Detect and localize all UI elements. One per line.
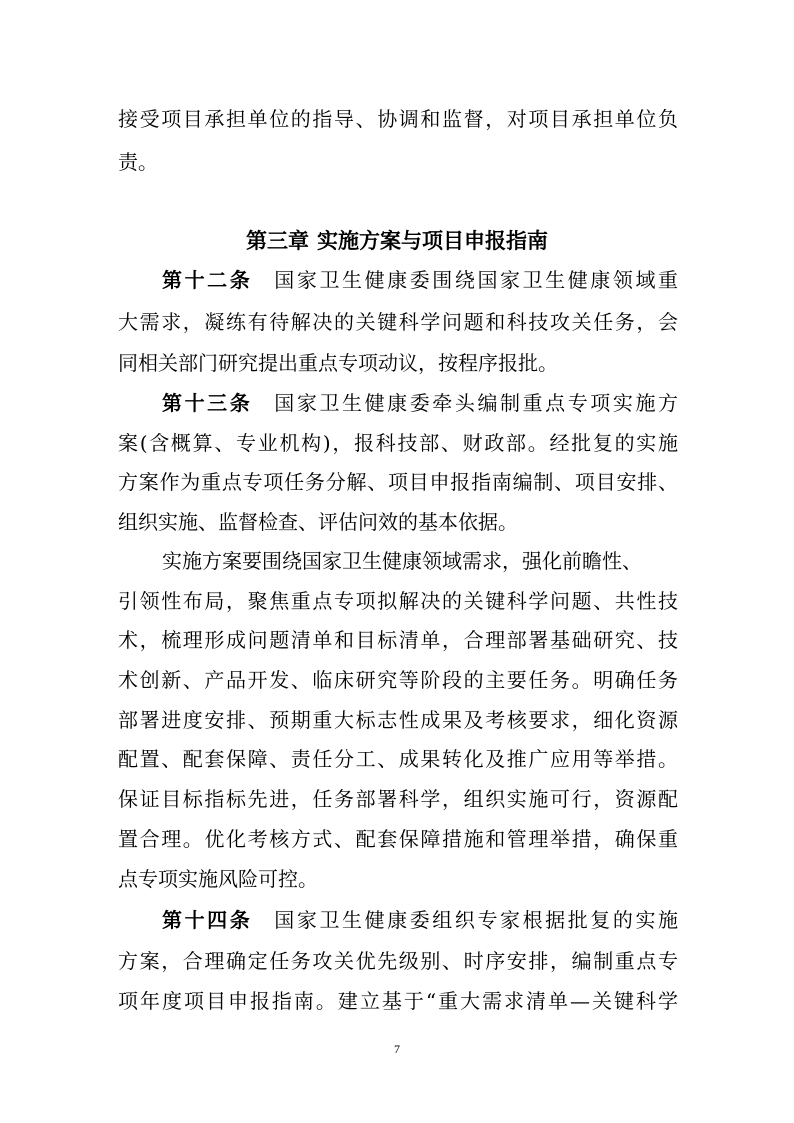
article-13-first-line [162,389,678,417]
body-text-line: 实施方案要围绕国家卫生健康领域需求，强化前瞻性、 [162,549,642,573]
body-text-line: 案(含概算、专业机构)，报科技部、财政部。经批复的实施 [118,431,678,455]
body-text-line: 引领性布局，聚焦重点专项拟解决的关键科学问题、共性技 [118,589,678,613]
body-text: 国家卫生健康委牵头编制重点专项实施方 [274,391,679,415]
body-text-line: 项年度项目申报指南。建立基于“重大需求清单—关键科学 [118,989,678,1013]
body-text-line: 配置、配套保障、责任分工、成果转化及推广应用等举措。 [118,747,678,771]
body-text-line: 方案作为重点专项任务分解、项目申报指南编制、项目安排、 [118,470,678,494]
article-14-label: 第十四条 [162,908,253,932]
chapter-name: 实施方案与项目申报指南 [317,229,548,253]
chapter-number: 第三章 [246,229,309,253]
body-text: 国家卫生健康委组织专家根据批复的实施 [274,908,679,932]
body-text-line: 组织实施、监督检查、评估问效的基本依据。 [118,510,518,534]
body-text: 国家卫生健康委围绕国家卫生健康领域重 [274,268,679,292]
body-text-line: 同相关部门研究提出重点专项动议，按程序报批。 [118,351,558,375]
article-13-label: 第十三条 [162,391,253,415]
body-text-line: 方案，合理确定任务攻关优先级别、时序安排，编制重点专 [118,949,678,973]
chapter-title [0,226,794,256]
body-text-line: 术，梳理形成问题清单和目标清单，合理部署基础研究、技 [118,628,678,652]
page-number: 7 [394,1042,400,1056]
body-text-line: 置合理。优化考核方式、配套保障措施和管理举措，确保重 [118,827,678,851]
body-text-line: 责。 [118,150,158,174]
article-12-label: 第十二条 [162,268,253,292]
body-text-line: 术创新、产品开发、临床研究等阶段的主要任务。明确任务 [118,668,678,692]
body-text-line: 保证目标指标先进，任务部署科学，组织实施可行，资源配 [118,787,678,811]
article-14-first-line [162,906,678,934]
body-text-line: 接受项目承担单位的指导、协调和监督，对项目承担单位负 [118,107,678,131]
body-text-line: 大需求，凝练有待解决的关键科学问题和科技攻关任务，会 [118,310,678,334]
article-12-first-line [162,266,678,294]
body-text-line: 点专项实施风险可控。 [118,867,318,891]
body-text-line: 部署进度安排、预期重大标志性成果及考核要求，细化资源 [118,708,678,732]
